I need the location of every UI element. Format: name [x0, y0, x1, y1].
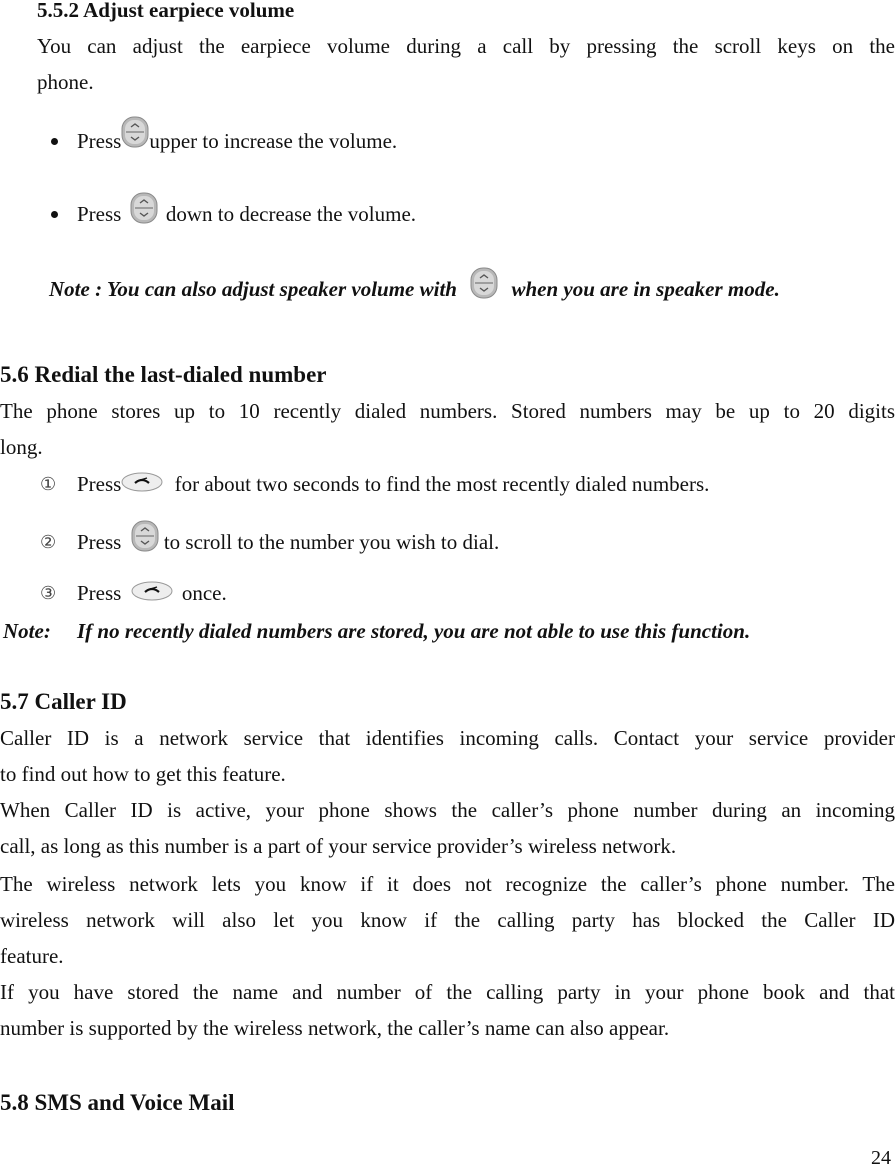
caller-id-line-8: If you have stored the name and number of the calling party in your phone book and that	[0, 980, 895, 1004]
bullet-dot	[51, 211, 58, 218]
caller-id-line-6: wireless network will also let you know if the calling party has blocked the Caller ID	[0, 908, 895, 932]
step-1	[77, 474, 709, 495]
page-number: 24	[871, 1147, 891, 1169]
note-pre: Note : You can also adjust speaker volume with	[49, 277, 457, 301]
caller-id-line-9: number is supported by the wireless network, the caller’s name can also appear.	[0, 1016, 670, 1040]
scroll-key-icon	[470, 267, 498, 299]
step-post: for about two seconds to find the most recently dialed numbers.	[174, 472, 710, 496]
step-1-marker: ①	[40, 474, 57, 494]
step-3-marker: ③	[40, 583, 57, 603]
bullet-pre: Press	[77, 129, 122, 153]
caller-id-line-4: call, as long as this number is a part of your service provider’s wireless network.	[0, 834, 677, 858]
bullet-dot	[51, 138, 58, 145]
step-2	[77, 532, 499, 553]
caller-id-line-2: to find out how to get this feature.	[0, 762, 286, 786]
step-3	[77, 583, 227, 604]
bullet-post: upper to increase the volume.	[149, 129, 398, 153]
section-57-title: 5.7 Caller ID	[0, 689, 127, 714]
step-pre: Press	[77, 472, 122, 496]
scroll-key-icon	[131, 520, 159, 552]
call-key-icon	[121, 472, 163, 492]
caller-id-line-5: The wireless network lets you know if it does not recognize the caller’s phone number. The	[0, 872, 895, 896]
section-56-title: 5.6 Redial the last-dialed number	[0, 362, 327, 387]
caller-id-line-3: When Caller ID is active, your phone shows the caller’s phone number during an incoming	[0, 798, 895, 822]
call-key-icon	[131, 581, 173, 601]
bullet-volume-down	[77, 204, 416, 225]
bullet-post: down to decrease the volume.	[165, 202, 417, 226]
step-pre: Press	[77, 530, 122, 554]
caller-id-line-7: feature.	[0, 944, 64, 968]
caller-id-line-1: Caller ID is a network service that identifies incoming calls. Contact your service provider	[0, 726, 895, 750]
section-58-title: 5.8 SMS and Voice Mail	[0, 1090, 235, 1115]
step-2-marker: ②	[40, 532, 57, 552]
scroll-key-icon	[121, 116, 149, 148]
note-post: when you are in speaker mode.	[511, 277, 780, 301]
section-552-line-2: phone.	[37, 70, 94, 94]
section-552-line-1: You can adjust the earpiece volume during a call by pressing the scroll keys on the	[37, 34, 895, 58]
step-pre: Press	[77, 581, 122, 605]
scroll-key-icon	[130, 192, 158, 224]
bullet-volume-up	[77, 131, 397, 152]
bullet-pre: Press	[77, 202, 122, 226]
step-post: once.	[181, 581, 227, 605]
section-56-line-2: long.	[0, 435, 43, 459]
speaker-volume-note	[49, 277, 780, 302]
redial-note-text: If no recently dialed numbers are stored, you are not able to use this function.	[77, 619, 751, 643]
redial-note-label: Note:	[3, 619, 51, 643]
step-post: to scroll to the number you wish to dial.	[163, 530, 500, 554]
section-56-line-1: The phone stores up to 10 recently dialed numbers. Stored numbers may be up to 20 digits	[0, 399, 895, 423]
section-552-title: 5.5.2 Adjust earpiece volume	[37, 0, 295, 22]
